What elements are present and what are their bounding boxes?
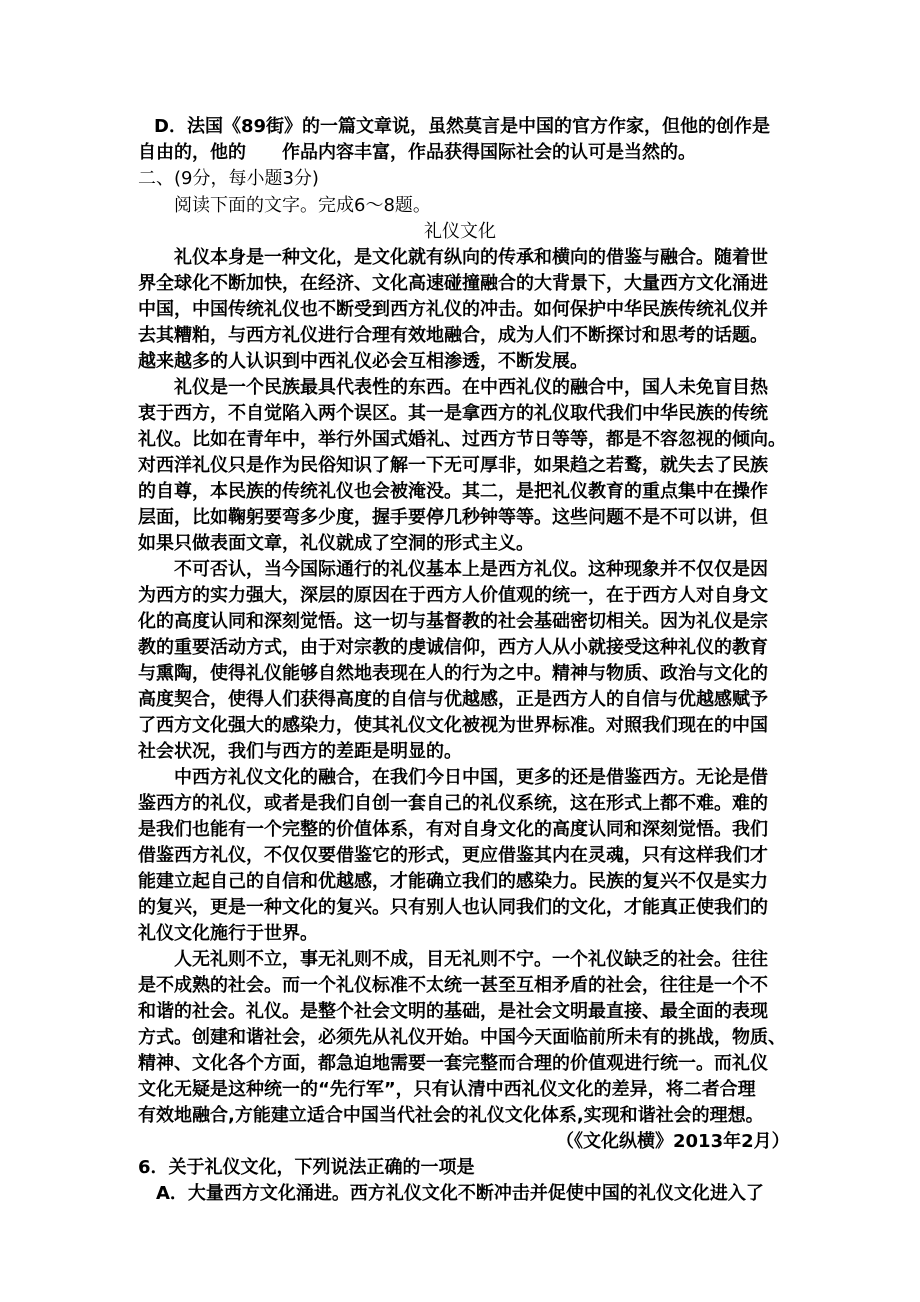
article-line: 层面，比如鞠躬要弯多少度，握手要停几秒钟等等。这些问题不是不可以讲，但 [138,507,768,528]
article-line: 是不成熟的社会。而一个礼仪标准不太统一甚至互相矛盾的社会，往往是一个不 [138,975,768,996]
option-d-line-1: D．法国《89街》的一篇文章说，虽然莫言是中国的官方作家，但他的创作是 [154,116,770,137]
article-line: 借鉴西方礼仪，不仅仅要借鉴它的形式，更应借鉴其内在灵魂，只有这样我们才 [138,845,768,866]
question-6-stem: 6．关于礼仪文化，下列说法正确的一项是 [138,1157,475,1178]
article-line: 衷于西方，不自觉陷入两个误区。其一是拿西方的礼仪取代我们中华民族的传统 [138,403,768,424]
article-line: 礼仪。比如在青年中，举行外国式婚礼、过西方节日等等，都是不容忽视的倾向。 [138,429,786,450]
option-d-line-2: 自由的，他的 作品内容丰富，作品获得国际社会的认可是当然的。 [138,142,696,163]
article-line: 人无礼则不立，事无礼则不成，目无礼则不宁。一个礼仪缺乏的社会。往往 [174,949,768,970]
article-line: 礼仪本身是一种文化，是文化就有纵向的传承和横向的借鉴与融合。随着世 [174,247,768,268]
article-line: 社会状况，我们与西方的差距是明显的。 [138,741,462,762]
article-line: 中国，中国传统礼仪也不断受到西方礼仪的冲击。如何保护中华民族传统礼仪并 [138,299,768,320]
reading-instruction: 阅读下面的文字。完成6～8题。 [174,195,431,216]
article-line: 礼仪是一个民族最具代表性的东西。在中西礼仪的融合中，国人未免盲目热 [174,377,768,398]
article-line: 对西洋礼仪只是作为民俗知识了解一下无可厚非，如果趋之若鹜，就失去了民族 [138,455,768,476]
article-line: 鉴西方的礼仪，或者是我们自创一套自己的礼仪系统，这在形式上都不难。难的 [138,793,768,814]
article-line: 不可否认，当今国际通行的礼仪基本上是西方礼仪。这种现象并不仅仅是因 [174,559,768,580]
question-6-option-a: A．大量西方文化涌进。西方礼仪文化不断冲击并促使中国的礼仪文化进入了 [156,1183,764,1204]
article-line: 如果只做表面文章，礼仪就成了空洞的形式主义。 [138,533,534,554]
article-line: 高度契合，使得人们获得高度的自信与优越感，正是西方人的自信与优越感赋予 [138,689,768,710]
article-line: 与熏陶，使得礼仪能够自然地表现在人的行为之中。精神与物质、政治与文化的 [138,663,768,684]
article-line: 越来越多的人认识到中西礼仪必会互相渗透，不断发展。 [138,351,588,372]
article-line: 了西方文化强大的感染力，使其礼仪文化被视为世界标准。对照我们现在的中国 [138,715,768,736]
article-line: 是我们也能有一个完整的价值体系，有对自身文化的高度认同和深刻觉悟。我们 [138,819,768,840]
article-line: 文化无疑是这种统一的“先行军”，只有认清中西礼仪文化的差异，将二者合理 [138,1079,756,1100]
article-line: 界全球化不断加快，在经济、文化高速碰撞融合的大背景下，大量西方文化涌进 [138,273,768,294]
article-line: 和谐的社会。礼仪。是整个社会文明的基础，是社会文明最直接、最全面的表现 [138,1001,768,1022]
article-line: 精神、文化各个方面，都急迫地需要一套完整而合理的价值观进行统一。而礼仪 [138,1053,768,1074]
article-line: 方式。创建和谐社会，必须先从礼仪开始。中国今天面临前所未有的挑战，物质、 [138,1027,786,1048]
article-title: 礼仪文化 [424,221,496,242]
article-line: 有效地融合,方能建立适合中国当代社会的礼仪文化体系,实现和谐社会的理想。 [138,1105,764,1126]
article-line: 为西方的实力强大，深层的原因在于西方人价值观的统一，在于西方人对自身文 [138,585,768,606]
article-line: 礼仪文化施行于世界。 [138,923,318,944]
article-line: 的自尊，本民族的传统礼仪也会被淹没。其二，是把礼仪教育的重点集中在操作 [138,481,768,502]
section-header: 二、(9分，每小题3分) [138,168,319,189]
article-line: 的复兴，更是一种文化的复兴。只有别人也认同我们的文化，才能真正使我们的 [138,897,768,918]
article-source: （《文化纵横》2013年2月） [556,1131,790,1152]
article-line: 中西方礼仪文化的融合，在我们今日中国，更多的还是借鉴西方。无论是借 [174,767,768,788]
article-line: 教的重要活动方式，由于对宗教的虔诚信仰，西方人从小就接受这种礼仪的教育 [138,637,768,658]
article-line: 化的高度认同和深刻觉悟。这一切与基督教的社会基础密切相关。因为礼仪是宗 [138,611,768,632]
article-line: 去其糟粕，与西方礼仪进行合理有效地融合，成为人们不断探讨和思考的话题。 [138,325,768,346]
article-line: 能建立起自己的自信和优越感，才能确立我们的感染力。民族的复兴不仅是实力 [138,871,768,892]
